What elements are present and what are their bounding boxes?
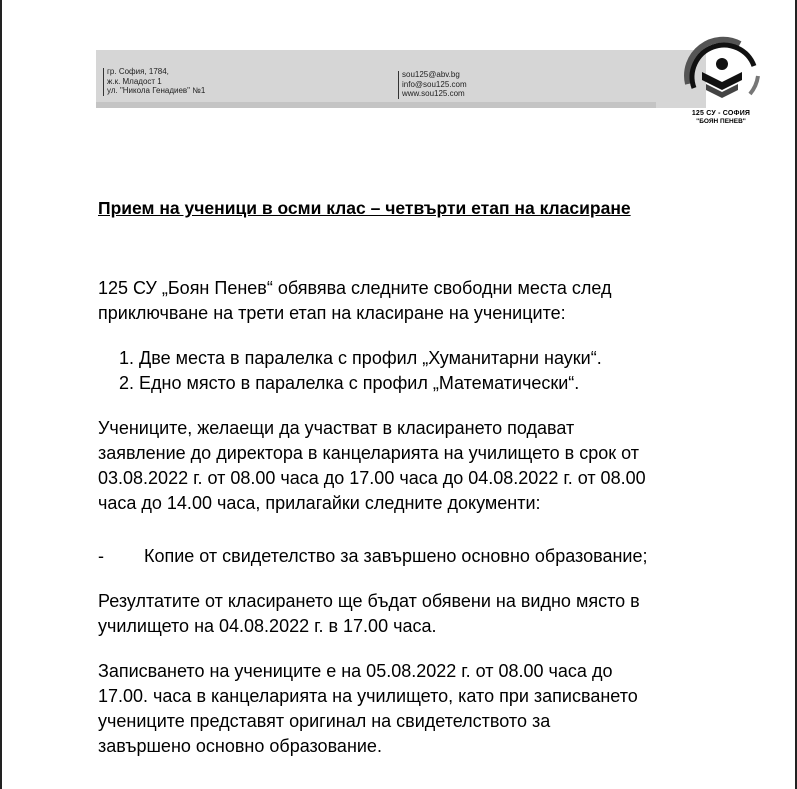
free-places-list (119, 346, 602, 396)
school-contacts (402, 70, 467, 99)
contact-email: info@sou125.com (402, 79, 467, 89)
application-line: 03.08.2022 г. от 08.00 часа до 17.00 часа до 04.08.2022 г. от 08.00 (98, 468, 646, 488)
school-logo-icon (680, 36, 766, 110)
letterhead (96, 50, 796, 140)
list-dash: - (98, 546, 104, 566)
application-line: часа до 14.00 часа, прилагайки следните документи: (98, 493, 541, 513)
application-line: Учениците, желаещи да участват в класирането подават (98, 418, 575, 438)
enrollment-line: 17.00. часа в канцеларията на училището, като при записването (98, 686, 638, 706)
results-line: училището на 04.08.2022 г. в 17.00 часа. (98, 616, 437, 636)
contact-email: sou125@abv.bg (402, 70, 460, 79)
address-line: ул. "Никола Генадиев" №1 (107, 86, 206, 95)
contacts-divider (398, 71, 399, 99)
page-border-left (0, 0, 2, 789)
address-line: гр. София, 1784, (107, 67, 169, 76)
application-paragraph (98, 416, 718, 516)
school-logo (674, 36, 794, 126)
enrollment-line: завършено основно образование. (98, 736, 382, 756)
contact-website: www.sou125.com (402, 89, 465, 98)
required-document-text: Копие от свидетелство за завършено основно образование; (144, 546, 648, 566)
enrollment-line: Записването на учениците е на 05.08.2022 г. от 08.00 часа до (98, 661, 613, 681)
address-line: ж.к. Младост 1 (107, 76, 162, 86)
results-line: Резултатите от класирането ще бъдат обявени на видно място в (98, 591, 640, 611)
intro-line: приключване на трети етап на класиране на учениците: (98, 303, 566, 323)
list-item: 1. Две места в паралелка с профил „Хуманитарни науки“. (119, 348, 602, 368)
application-line: заявление до директора в канцеларията на училището в срок от (98, 443, 639, 463)
address-divider (103, 68, 104, 96)
logo-caption-name: "БОЯН ПЕНЕВ" (696, 118, 746, 125)
list-item: 2. Едно място в паралелка с профил „Математически“. (119, 373, 580, 393)
logo-caption-school: 125 СУ - СОФИЯ (691, 110, 751, 117)
document-title: Прием на ученици в осми клас – четвърти етап на класиране (98, 198, 631, 218)
letterhead-band-shade (96, 102, 656, 108)
intro-line: 125 СУ „Боян Пенев“ обявява следните свободни места след (98, 278, 612, 298)
school-address (107, 67, 205, 96)
intro-paragraph (98, 276, 718, 326)
enrollment-line: учениците представят оригинал на свидетелството за (98, 711, 551, 731)
results-paragraph (98, 589, 718, 639)
enrollment-paragraph (98, 659, 718, 759)
